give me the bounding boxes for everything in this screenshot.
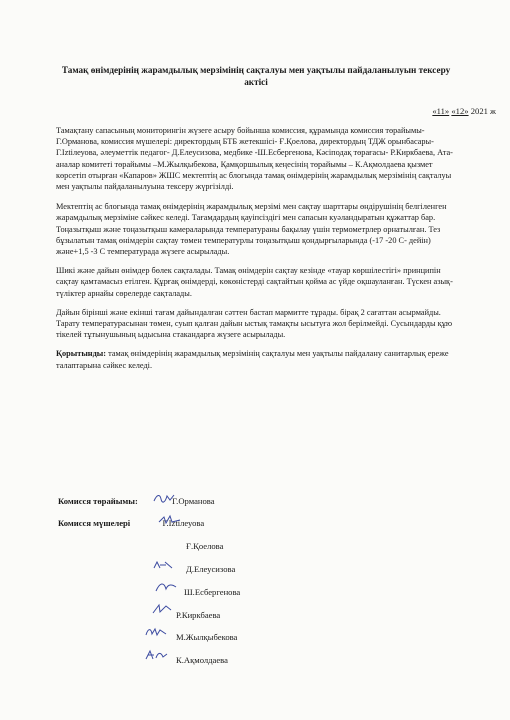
chair-signature-icon <box>152 492 176 504</box>
member-name-7: К.Ақмолдаева <box>176 655 228 665</box>
member-signature-icon <box>150 603 174 615</box>
paragraph-commission: Тамақтану сапасының мониторингін жүзеге асыру бойынша комиссия, құрамында комиссия төрайымы- Г.Орманова, комиссия мүшелері: директордың БТБ жетекшісі- Ғ.Қоелова, директордың ТДЖ орынбасары- Г.Іztілеуова, әлеуметтік педагог- Д.Елеусизова, медбике -Ш.Есбергенова, Кәсіподақ төрағасы- Р.Киркбаева, Ата-аналар комитеті төрайымы –М.Жылқыбекова, Қамқоршылық кеңесінің төрайымы – К.Ақмолдаева қызмет көрсетіп отырған «Капаров» ЖШС мектептің ас блогында тамақ өнімдерінің жарамдылық мерзімінің сақталуы мен уақтылы пайдаланылуына тексеру жүргізілді. <box>56 126 453 192</box>
document-title: Тамақ өнімдерінің жарамдылық мерзімінің сақталуы мен уақтылы пайдаланылуын тексеру актісі <box>61 65 451 87</box>
paragraph-conclusion <box>56 348 464 370</box>
member-signature-icon <box>152 559 176 571</box>
member-row-4 <box>184 587 240 597</box>
member-name-3: Д.Елеусизова <box>186 564 236 574</box>
document-date <box>432 106 496 116</box>
chair-role: Комисся төрайымы: <box>58 496 138 506</box>
date-year: 2021 ж <box>470 106 496 116</box>
conclusion-text: тамақ өнімдерінің жарамдылық мерзімінің сақталуы мен уақтылы пайдалану санитарлық ереже талаптарына сәйкес келеді. <box>56 349 449 370</box>
member-signature-icon <box>154 581 178 593</box>
member-name-4: Ш.Есбергенова <box>184 587 241 597</box>
member-row-6 <box>176 632 237 642</box>
chair-name: Г.Орманова <box>172 496 215 506</box>
members-row <box>58 518 204 528</box>
member-row-5 <box>176 610 220 620</box>
member-signature-icon <box>144 649 168 661</box>
paragraph-storage: Мектептің ас блогында тамақ өнімдерінің жарамдылық мерзімі мен сақтау шарттары өндірушінің белгіленген жарамдылық мерзіміне сәйкес келеді. Тағамдардың қауіпсіздігі мен сапасын куәландыратын құжаттар бар. Тоңазытқыш және тоңазытқыш камераларында температураны бақылау үшін термометрлер орнатылған. Тез бұзылатын тамақ өнімдерін сақтау төмен температурлы тоңазытқыш қондырғыларында (-17 -20 С- дейін) және+1,5 -3 С температурада жүзеге асырылады. <box>56 202 447 257</box>
members-role: Комисся мүшелері <box>58 518 131 528</box>
member-name-1: Г.Іztілеуова <box>162 518 205 528</box>
member-signature-icon <box>158 514 182 526</box>
member-name-2: Ғ.Қоелова <box>186 541 224 551</box>
member-name-5: Р.Киркбаева <box>176 610 221 620</box>
paragraph-separation: Шикі және дайын өнімдер бөлек сақталады. Тамақ өнімдерін сақтау кезінде «тауар көршілестігі» принципін сақтау қамтамасыз етілген. Құрғақ өнімдерді, көкөністерді сақтайтын қойма ас үйде оқшауланған. Түскен азық-түліктер арнайы сөрелерде сақталады. <box>56 266 453 298</box>
document-body <box>56 125 464 379</box>
member-row-2 <box>186 541 223 551</box>
member-row-7 <box>176 655 228 665</box>
member-signature-icon <box>144 626 168 638</box>
date-month: «12» <box>451 106 469 116</box>
member-name-6: М.Жылқыбекова <box>176 632 238 642</box>
date-day: «11» <box>432 106 450 116</box>
member-row-3 <box>186 564 235 574</box>
chair-row <box>58 496 215 506</box>
paragraph-serving: Дайын бірінші және екінші тағам дайындалған сәттен бастап мармитте тұрады. бірақ 2 сағаттан асырмайды. Тарату температурасынан төмен, суып қалған дайын ыстық тамақты ысытуға жол берілмейді. Сусындарды құю тікелей тұтынушының ыдысына стакандарға жүзеге асырылады. <box>56 307 453 340</box>
conclusion-label: Қорытынды: <box>56 349 107 359</box>
